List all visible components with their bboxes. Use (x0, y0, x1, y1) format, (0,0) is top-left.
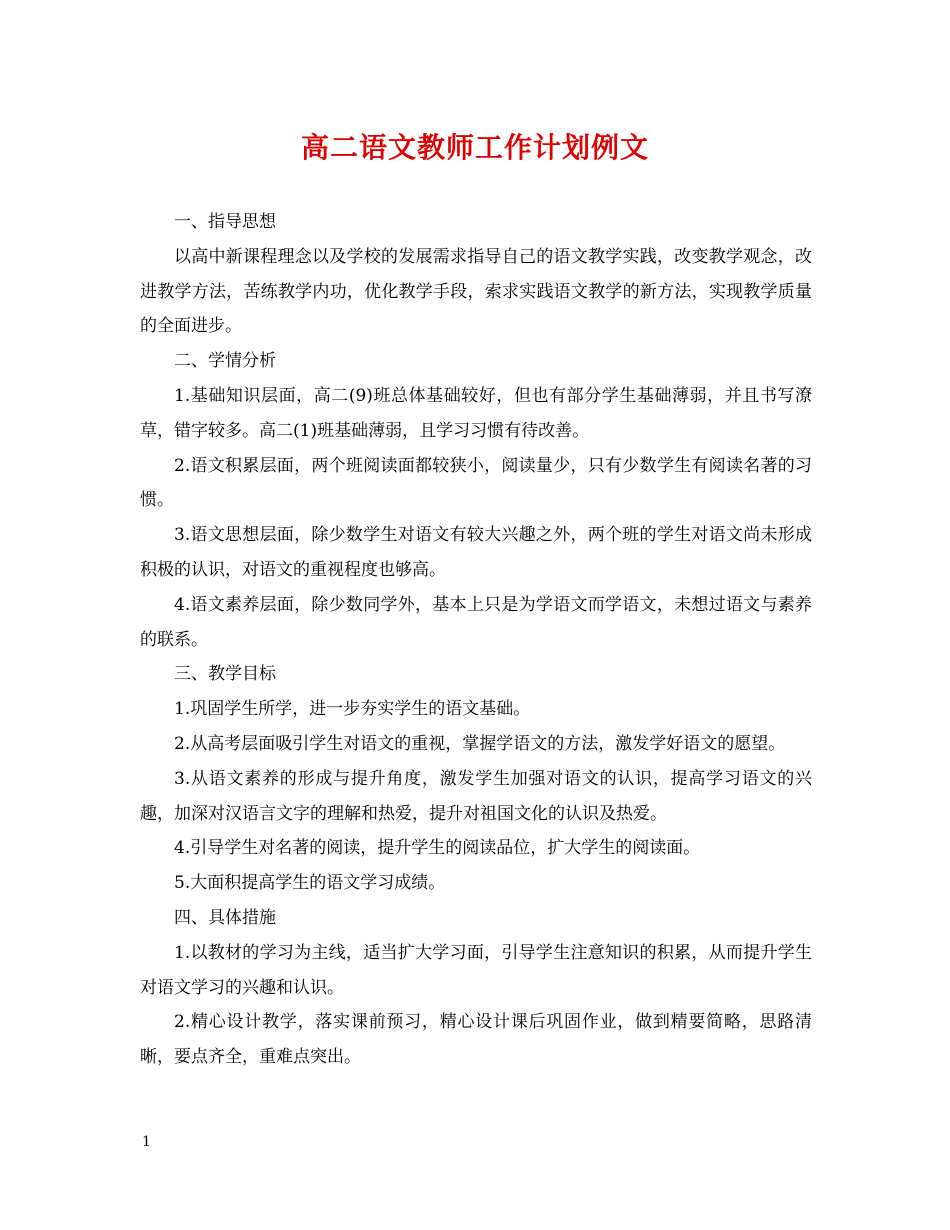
paragraph-analysis-item-2: 2.语文积累层面，两个班阅读面都较狭小，阅读量少，只有少数学生有阅读名著的习惯。 (140, 455, 812, 511)
paragraph-analysis-item-1: 1.基础知识层面，高二(9)班总体基础较好，但也有部分学生基础薄弱，并且书写潦草，错字较多。高二(1)班基础薄弱，且学习习惯有待改善。 (140, 385, 812, 441)
paragraph-goal-item-3: 3.从语文素养的形成与提升角度，激发学生加强对语文的认识，提高学习语文的兴趣，加深对汉语言文字的理解和热爱，提升对祖国文化的认识及热爱。 (140, 768, 812, 824)
paragraph-analysis-item-4: 4.语文素养层面，除少数同学外，基本上只是为学语文而学语文，未想过语文与素养的联系。 (140, 594, 812, 650)
section-heading-specific-measures: 四、具体措施 (174, 907, 276, 928)
section-heading-teaching-goals: 三、教学目标 (174, 664, 276, 685)
paragraph-goal-item-5: 5.大面积提高学生的语文学习成绩。 (174, 873, 446, 894)
document-body (140, 205, 812, 1075)
paragraph-analysis-item-3: 3.语文思想层面，除少数学生对语文有较大兴趣之外，两个班的学生对语文尚未形成积极的认识，对语文的重视程度也够高。 (140, 525, 812, 580)
paragraph-measure-item-1: 1.以教材的学习为主线，适当扩大学习面，引导学生注意知识的积累，从而提升学生对语文学习的兴趣和认识。 (140, 942, 812, 998)
page-number: 1 (142, 1134, 151, 1150)
section-heading-learning-analysis: 二、学情分析 (174, 351, 276, 372)
document-title: 高二语文教师工作计划例文 (300, 131, 649, 164)
paragraph-goal-item-4: 4.引导学生对名著的阅读，提升学生的阅读品位，扩大学生的阅读面。 (174, 838, 701, 859)
paragraph-measure-item-2: 2.精心设计教学，落实课前预习，精心设计课后巩固作业，做到精要简略，思路清晰，要点齐全，重难点突出。 (140, 1012, 812, 1068)
paragraph-goal-item-1: 1.巩固学生所学，进一步夯实学生的语文基础。 (174, 699, 531, 720)
paragraph-guiding-ideology: 以高中新课程理念以及学校的发展需求指导自己的语文教学实践，改变教学观念，改进教学方法，苦练教学内功，优化教学手段，索求实践语文教学的新方法，实现教学质量的全面进步。 (140, 246, 812, 337)
paragraph-goal-item-2: 2.从高考层面吸引学生对语文的重视，掌握学语文的方法，激发学好语文的愿望。 (174, 733, 786, 754)
section-heading-guiding-ideology: 一、指导思想 (174, 212, 276, 232)
